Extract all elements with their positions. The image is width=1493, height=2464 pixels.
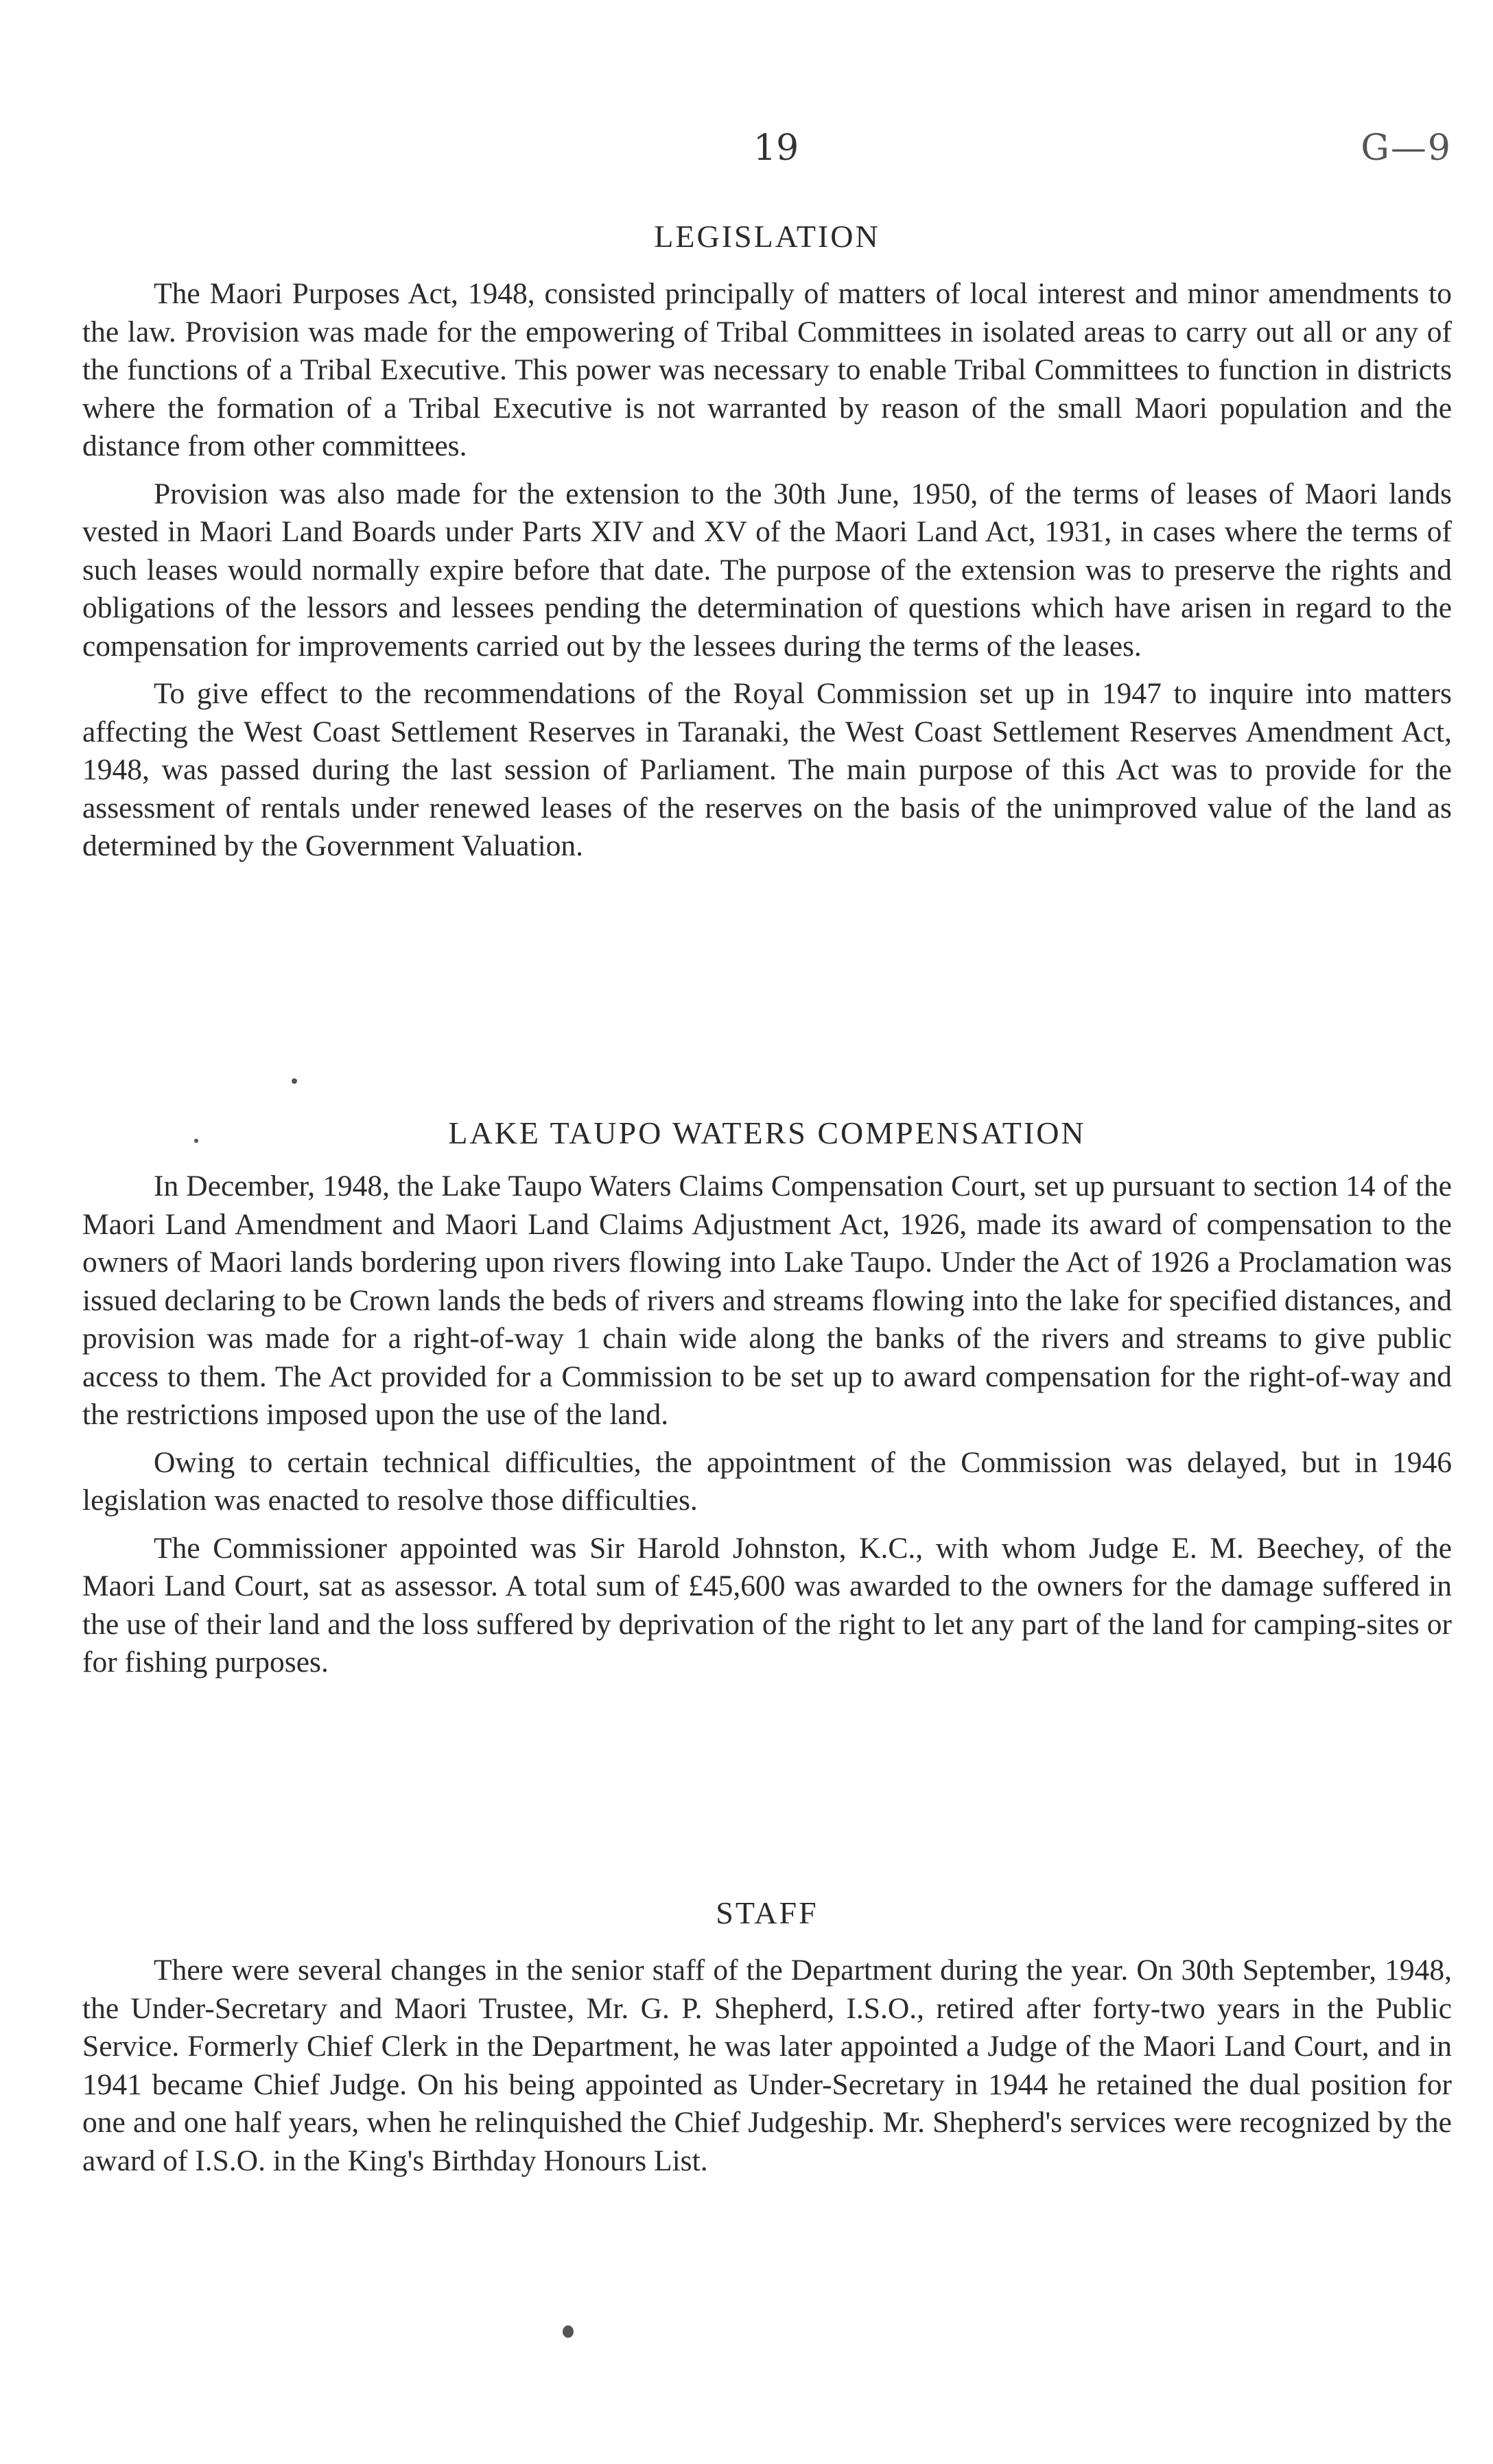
paragraph: Owing to certain technical difficulties, the appointment of the Commission was delayed, but in 1946 legislation was enacted to resolve those difficulties. — [82, 1445, 1452, 1517]
paragraph: Provision was also made for the extension to the 30th June, 1950, of the terms of leases of Maori lands vested in Maori Land Boards under Parts XIV and XV of the Maori Land Act, 1931, in cases where the terms of such leases would normally expire before that date. The purpose of the extension was to preserve the rights and obligations of the lessors and lessees pending the determination of questions which have arisen in regard to the compensation for improvements carried out by the lessees during the terms of the leases. — [82, 477, 1452, 663]
section-lake-taupo — [82, 1115, 1452, 1692]
page-number: 19 — [753, 128, 799, 169]
page-header — [0, 128, 1493, 182]
paragraph: The Maori Purposes Act, 1948, consisted principally of matters of local interest and minor amendments to the law. Provision was made for the empowering of Tribal Committees in isolated areas to carry out all or any of the functions of a Tribal Executive. This power was necessary to enable Tribal Committees to function in districts where the formation of a Tribal Executive is not warranted by reason of the small Maori population and the distance from other committees. — [82, 277, 1452, 462]
page-reference: G—9 — [1361, 128, 1452, 169]
paragraph: In December, 1948, the Lake Taupo Waters Claims Compensation Court, set up pursuant to section 14 of the Maori Land Amendment and Maori Land Claims Adjustment Act, 1926, made its award of compensation to the owners of Maori lands bordering upon rivers flowing into Lake Taupo. Under the Act of 1926 a Proclamation was issued declaring to be Crown lands the beds of rivers and streams flowing into the lake for specified distances, and provision was made for a right-of-way 1 chain wide along the banks of the rivers and streams to give public access to them. The Act provided for a Commission to be set up to award compensation for the right-of-way and the restrictions imposed upon the use of the land. — [82, 1170, 1452, 1431]
section-heading: LAKE TAUPO WATERS COMPENSATION — [448, 1115, 1086, 1150]
paragraph: To give effect to the recommendations of the Royal Commission set up in 1947 to inquire into matters affecting the West Coast Settlement Reserves in Taranaki, the West Coast Settlement Reserves Amendment Act, 1948, was passed during the last session of Parliament. The main purpose of this Act was to provide for the assessment of rentals under renewed leases of the reserves on the basis of the unimproved value of the land as determined by the Government Valuation. — [82, 677, 1452, 862]
scan-speck — [563, 2325, 574, 2338]
paragraph: There were several changes in the senior staff of the Department during the year. On 30th September, 1948, the Under-Secretary and Maori Trustee, Mr. G. P. Shepherd, I.S.O., retired after forty-two years in the Public Service. Formerly Chief Clerk in the Department, he was later appointed a Judge of the Maori Land Court, and in 1941 became Chief Judge. On his being appointed as Under-Secretary in 1944 he retained the dual position for one and one half years, when he relinquished the Chief Judgeship. Mr. Shepherd's services were recognized by the award of I.S.O. in the King's Birthday Honours List. — [82, 1954, 1452, 2177]
section-staff — [82, 1895, 1452, 2190]
section-heading: STAFF — [716, 1895, 819, 1930]
section-legislation — [82, 218, 1452, 875]
paragraph: The Commissioner appointed was Sir Harold Johnston, K.C., with whom Judge E. M. Beechey, of the Maori Land Court, sat as assessor. A total sum of £45,600 was awarded to the owners for the damage suffered in the use of their land and the loss suffered by deprivation of the right to let any part of the land for camping-sites or for fishing purposes. — [82, 1531, 1452, 1679]
scan-speck — [292, 1078, 297, 1084]
section-heading: LEGISLATION — [654, 219, 880, 254]
scan-speck — [194, 1139, 198, 1143]
